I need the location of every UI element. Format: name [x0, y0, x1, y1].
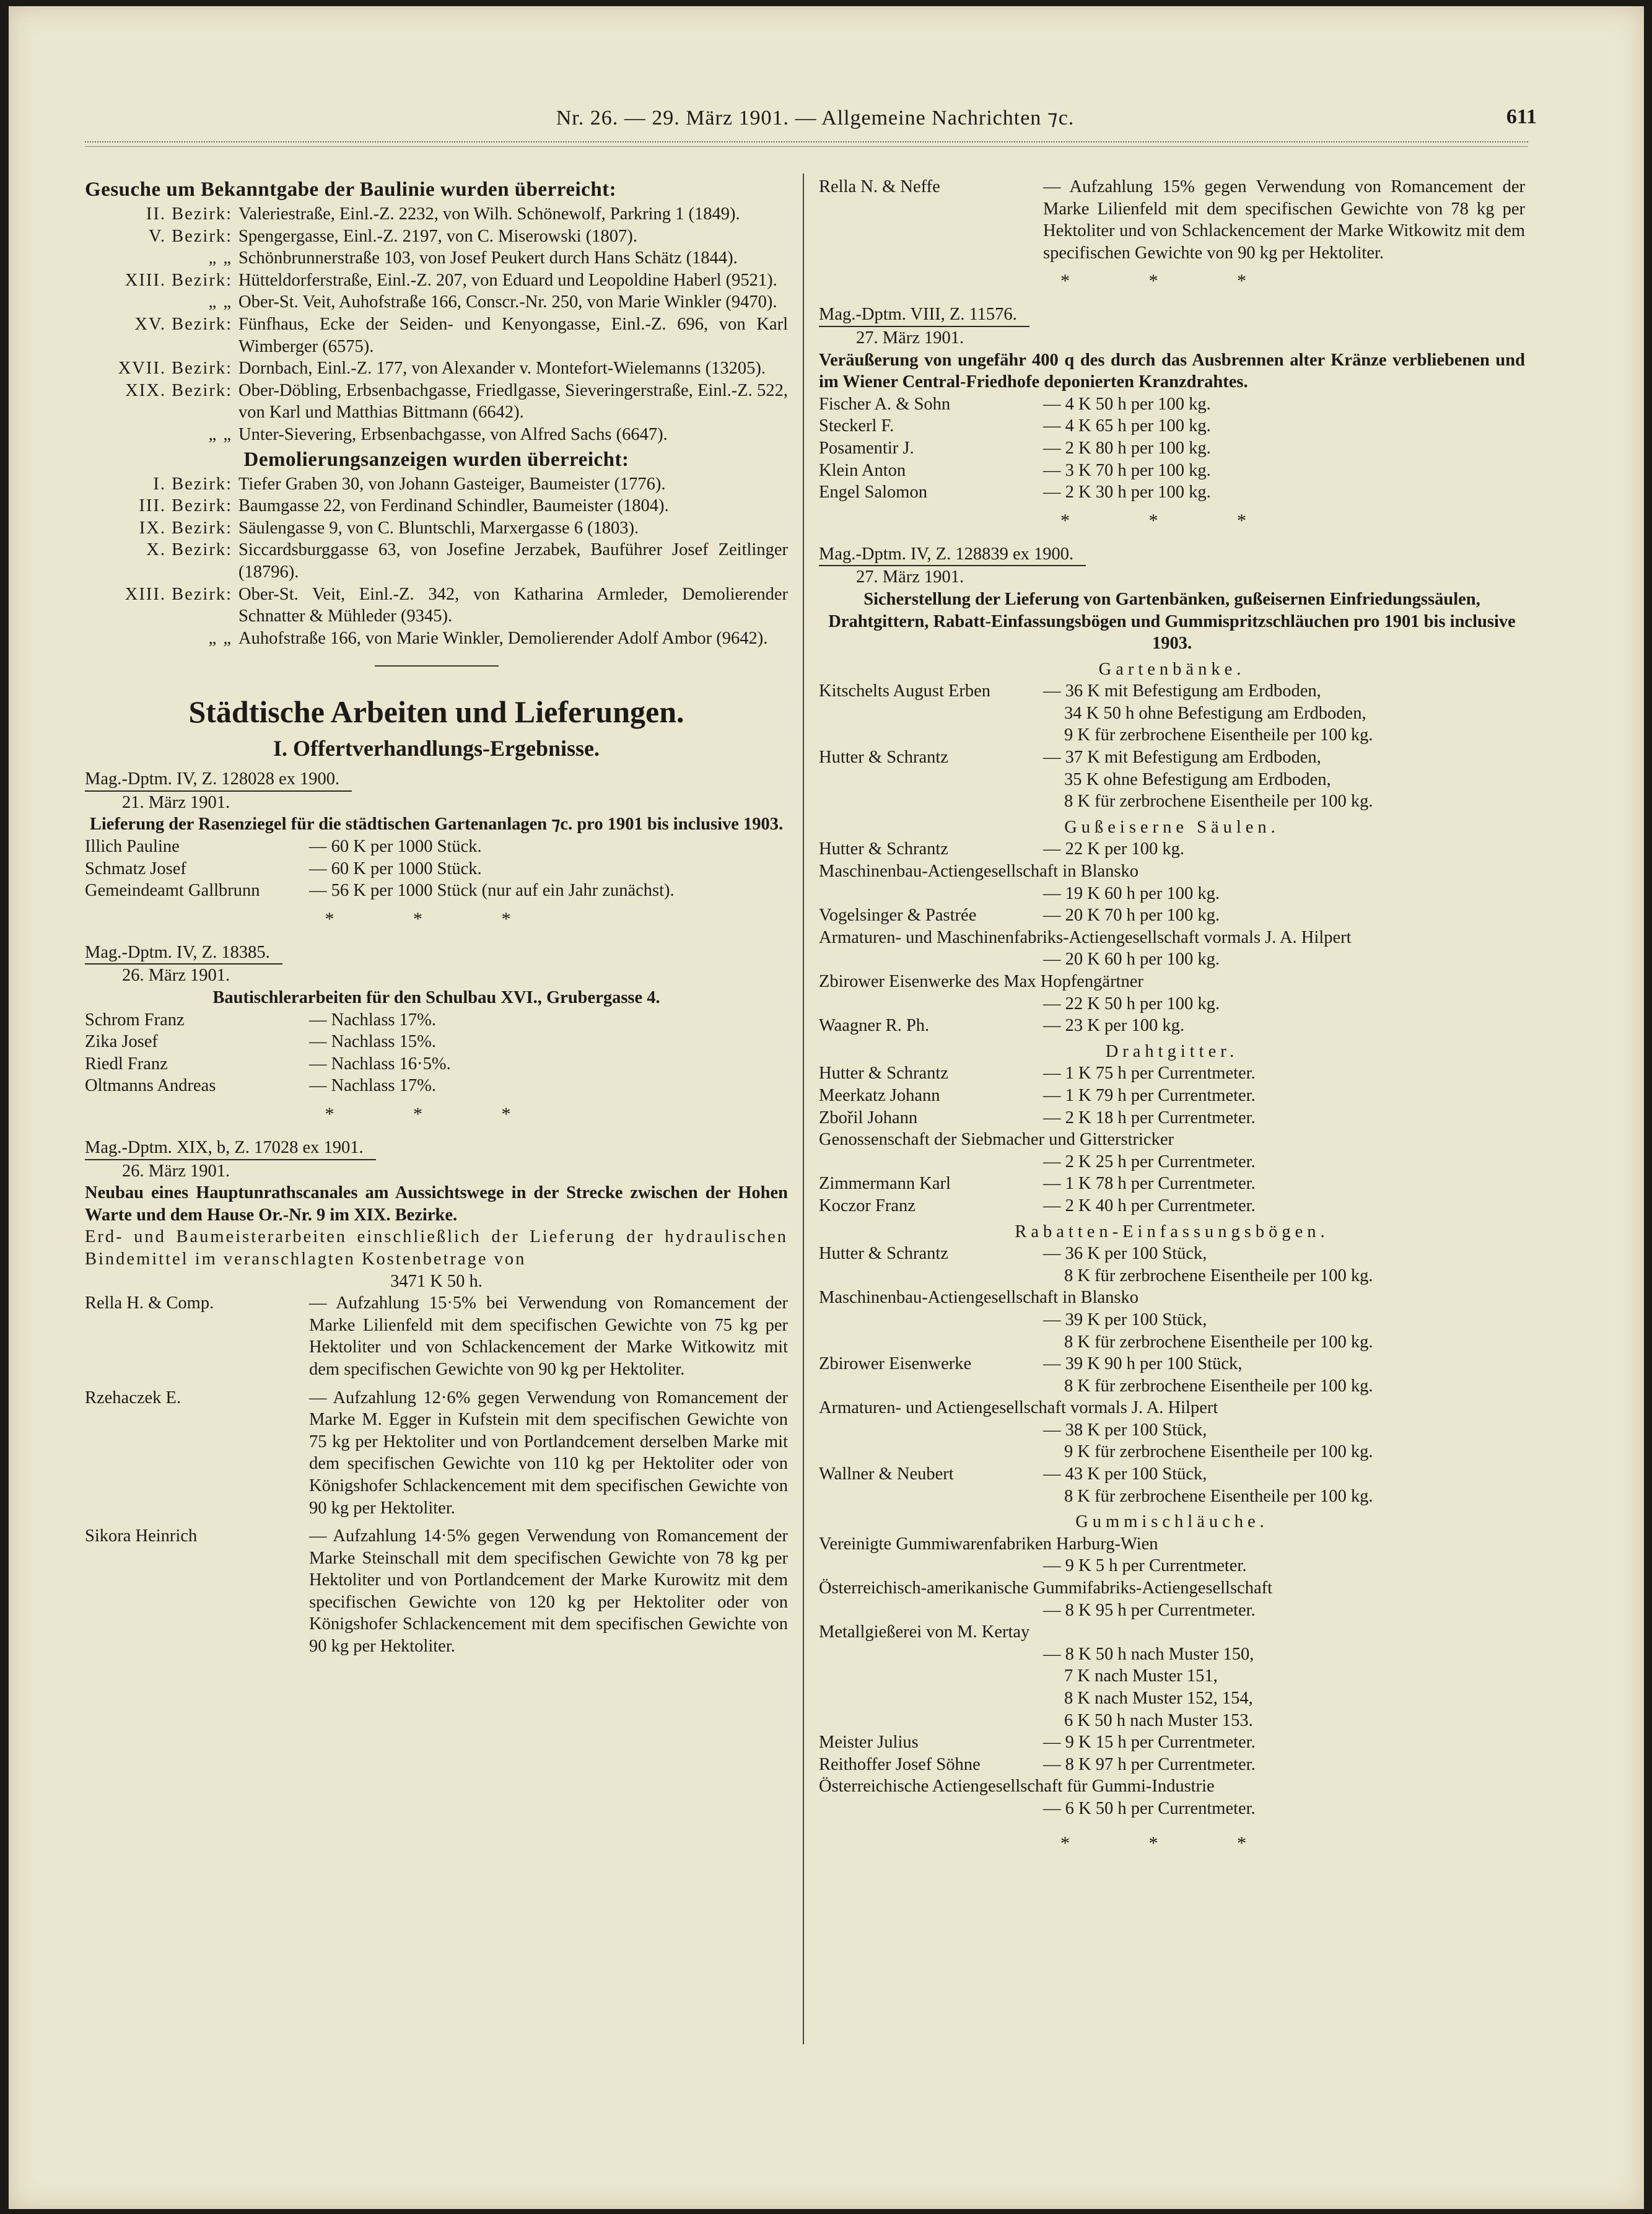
column-divider: [803, 173, 804, 2044]
district-entry: [85, 357, 788, 380]
bid-value: — 23 K per 100 kg.: [1043, 1016, 1184, 1036]
bid-row: [819, 1107, 1525, 1129]
estimate-amount: 3471 K 50 h.: [390, 1271, 483, 1291]
entry-text: Ober-St. Veit, Auhofstraße 166, Conscr.-Nr. 250, von Marie Winkler (9470).: [238, 292, 777, 312]
bid-values: [819, 948, 1525, 971]
bid-value: — 37 K mit Befestigung am Erdboden,: [1043, 748, 1321, 768]
date-line: 27. März 1901.: [856, 567, 964, 587]
bid-row: [819, 1173, 1525, 1195]
bid-value: — 39 K per 100 Stück,: [1043, 1310, 1207, 1329]
district-entry: [85, 424, 788, 446]
reference-line: [819, 538, 1525, 567]
department-reference: Mag.-Dptm. IV, Z. 128839 ex 1900.: [819, 543, 1086, 567]
bid-row: [819, 1015, 1525, 1037]
bid-values: [819, 993, 1525, 1015]
bid-value: — Aufzahlung 14·5% gegen Verwendung von Romancement der Marke Steinschall mit dem specifischen Gewichte von 78 kg per Hektoliter und von Portlandcement der Marke Kurowitz mit dem specifischen Gewichte von 120 kg per Hektoliter oder von Königshofer Schlackencement mit dem specifischen Gewichte von 90 kg per Hektoliter.: [309, 1526, 788, 1656]
bid-row: [819, 1621, 1525, 1731]
bid-row: [85, 1031, 788, 1053]
bid-values: [1043, 460, 1525, 482]
bidder-name: Maschinenbau-Actiengesellschaft in Blansko: [819, 1288, 1139, 1308]
bid-value: — 20 K 60 h per 100 kg.: [1043, 950, 1220, 969]
district-entry: [85, 495, 788, 517]
bidder-name: Zika Josef: [85, 1032, 158, 1052]
district-entry: [85, 225, 788, 248]
entry-text: Auhofstraße 166, von Marie Winkler, Demolierender Adolf Ambor (9642).: [238, 628, 768, 648]
bid-row: [819, 1353, 1525, 1397]
bidder-name: Zimmermann Karl: [819, 1174, 951, 1194]
date-line: 26. März 1901.: [122, 966, 230, 986]
district-label: IX. Bezirk:: [139, 518, 232, 538]
description-text: Erd- und Baumeisterarbeiten einschließlich der Lieferung der hydraulischen Bindemittel im veranschlagten Kostenbetrage von: [85, 1227, 788, 1269]
bid-values: [1043, 481, 1525, 504]
bidder-name: Fischer A. & Sohn: [819, 394, 951, 414]
bid-values: [819, 1798, 1525, 1820]
bid-row: [819, 904, 1525, 927]
bid-row: [85, 1009, 788, 1031]
bidder-name: Meerkatz Johann: [819, 1085, 940, 1105]
bid-value: — 60 K per 1000 Stück.: [309, 859, 482, 878]
separator-asterisks: * * *: [1060, 1832, 1283, 1853]
bid-value: 6 K 50 h nach Muster 153.: [1064, 1710, 1253, 1730]
bid-value: — 2 K 25 h per Currentmeter.: [1043, 1152, 1256, 1171]
bidder-name: Kitschelts August Erben: [819, 681, 991, 701]
bid-value: — 22 K per 100 kg.: [1043, 839, 1184, 859]
bid-value: 8 K nach Muster 152, 154,: [1064, 1689, 1253, 1708]
bid-row: [819, 746, 1525, 813]
bid-value: — 2 K 30 h per 100 kg.: [1043, 483, 1211, 502]
bid-values: [309, 836, 788, 858]
district-entry: [85, 380, 788, 424]
bidder-name: Vogelsinger & Pastrée: [819, 906, 977, 925]
entry-text: Unter-Sievering, Erbsenbachgasse, von Alfred Sachs (6647).: [238, 424, 668, 444]
bid-values: [309, 1009, 788, 1031]
bid-value: — 1 K 75 h per Currentmeter.: [1043, 1064, 1256, 1083]
section-heading: Demolierungsanzeigen wurden überreicht:: [243, 448, 629, 471]
page-number: 611: [1506, 105, 1537, 128]
separator-asterisks: * * *: [1060, 271, 1283, 292]
bidder-name: Steckerl F.: [819, 416, 894, 436]
bidder-name: Waagner R. Ph.: [819, 1016, 930, 1036]
bid-values: [1043, 176, 1525, 264]
bid-value: 34 K 50 h ohne Befestigung am Erdboden,: [1064, 703, 1366, 723]
category-heading: Gummischläuche.: [1075, 1512, 1269, 1532]
bid-row: [819, 437, 1525, 460]
entry-text: Hütteldorferstraße, Einl.-Z. 207, von Eduard und Leopoldine Haberl (9521).: [238, 270, 777, 290]
entry-text: Schönbrunnerstraße 103, von Josef Peukert durch Hans Schätz (1844).: [238, 248, 738, 268]
bidder-name: Wallner & Neubert: [819, 1464, 954, 1484]
bid-values: [1043, 904, 1525, 927]
bid-value: — 39 K 90 h per 100 Stück,: [1043, 1354, 1243, 1374]
header-divider: [85, 141, 1528, 147]
bidder-name: Engel Salomon: [819, 483, 927, 502]
bidder-name: Metallgießerei von M. Kertay: [819, 1622, 1030, 1642]
district-entry: [85, 203, 788, 225]
bid-values: [309, 1387, 788, 1520]
bid-row: [85, 1053, 788, 1075]
reference-line: [85, 937, 788, 965]
bid-values: [309, 1075, 788, 1097]
bid-row: [819, 860, 1525, 904]
date-line: 21. März 1901.: [122, 792, 230, 812]
entry-text: Valeriestraße, Einl.-Z. 2232, von Wilh. Schönewolf, Parkring 1 (1849).: [238, 204, 740, 224]
bidder-name: Österreichische Actiengesellschaft für Gummi-Industrie: [819, 1777, 1215, 1796]
bid-row: [819, 1775, 1525, 1819]
bid-values: [1043, 437, 1525, 460]
bid-value: — Aufzahlung 12·6% gegen Verwendung von Romancement der Marke M. Egger in Kufstein mit dem specifischen Gewichte von 75 kg per Hektoliter und von Portlandcement derselben Marke mit dem specifischen Gewichte von 110 kg per Hektoliter oder von Königshofer Schlackencement mit dem specifischen Gewichte von 90 kg per Hektoliter.: [309, 1388, 788, 1518]
bid-value: — Nachlass 15%.: [309, 1032, 436, 1052]
bid-value: — 8 K 50 h nach Muster 150,: [1043, 1644, 1254, 1664]
bid-value: 35 K ohne Befestigung am Erdboden,: [1064, 769, 1331, 789]
district-label: XIII. Bezirk:: [125, 270, 232, 290]
spacer: [85, 1381, 788, 1387]
district-label: „ „: [208, 292, 232, 312]
bid-value: — 3 K 70 h per 100 kg.: [1043, 460, 1211, 480]
bidder-name: Hutter & Schrantz: [819, 839, 948, 859]
category-heading: Rabatten-Einfassungsbögen.: [1015, 1222, 1329, 1241]
item-subject: Bautischlerarbeiten für den Schulbau XVI., Grubergasse 4.: [212, 988, 660, 1008]
bid-row: [85, 1387, 788, 1520]
bid-value: — 56 K per 1000 Stück (nur auf ein Jahr zunächst).: [309, 881, 675, 901]
bid-value: — 4 K 65 h per 100 kg.: [1043, 416, 1211, 436]
category-heading: Gußeiserne Säulen.: [1064, 817, 1280, 837]
bid-values: [819, 1599, 1525, 1622]
bid-values: [1043, 1731, 1525, 1754]
bid-row: [819, 1577, 1525, 1621]
bidder-name: Klein Anton: [819, 460, 906, 480]
bid-row: [819, 838, 1525, 860]
right-column: [819, 176, 1525, 1861]
bid-values: [1043, 1243, 1525, 1287]
bid-row: [85, 836, 788, 858]
bid-row: [819, 680, 1525, 746]
bidder-name: Gemeindeamt Gallbrunn: [85, 881, 260, 901]
district-label: II. Bezirk:: [146, 204, 232, 224]
bid-values: [1043, 415, 1525, 437]
district-entry: [85, 628, 788, 650]
bid-row: [819, 1062, 1525, 1085]
bid-row: [819, 1533, 1525, 1577]
bid-value: 8 K für zerbrochene Eisentheile per 100 kg.: [1064, 792, 1373, 812]
bid-values: [819, 1643, 1525, 1731]
bid-value: — 19 K 60 h per 100 kg.: [1043, 883, 1220, 903]
bid-values: [819, 883, 1525, 905]
left-column: [85, 176, 788, 1658]
bid-value: 7 K nach Muster 151,: [1064, 1666, 1218, 1686]
bid-values: [1043, 746, 1525, 813]
entry-text: Säulengasse 9, von C. Bluntschli, Marxergasse 6 (1803).: [238, 518, 639, 538]
entry-text: Ober-St. Veit, Einl.-Z. 342, von Katharina Armleder, Demolierender Schnatter & Mühleder (9345).: [238, 584, 788, 626]
bidder-name: Hutter & Schrantz: [819, 1244, 948, 1264]
district-entry: [85, 313, 788, 357]
bidder-name: Genossenschaft der Siebmacher und Gitterstricker: [819, 1130, 1174, 1150]
bidder-name: Rella H. & Comp.: [85, 1293, 214, 1313]
reference-line: [85, 763, 788, 792]
bid-value: — 43 K per 100 Stück,: [1043, 1464, 1207, 1484]
bid-row: [819, 1085, 1525, 1107]
bid-value: — 8 K 95 h per Currentmeter.: [1043, 1600, 1256, 1620]
bidder-name: Meister Julius: [819, 1733, 919, 1752]
bidder-name: Schmatz Josef: [85, 859, 186, 878]
bid-value: — 20 K 70 h per 100 kg.: [1043, 906, 1220, 925]
section-rule: [375, 665, 499, 667]
bid-values: [1043, 1107, 1525, 1129]
entry-text: Tiefer Graben 30, von Johann Gasteiger, Baumeister (1776).: [238, 474, 666, 494]
item-subject: Sicherstellung der Lieferung von Gartenbänken, gußeisernen Einfriedungssäulen, Drahtgittern, Rabatt-Einfassungsbögen und Gummispritzschläuchen pro 1901 bis inclusive 1903.: [828, 589, 1516, 654]
district-entry: [85, 247, 788, 269]
bid-values: [819, 1555, 1525, 1577]
bid-row: [819, 1731, 1525, 1754]
bid-values: [1043, 393, 1525, 416]
running-title: Nr. 26. — 29. März 1901. — Allgemeine Nachrichten ⁊c.: [556, 107, 1075, 129]
bid-value: — 2 K 18 h per Currentmeter.: [1043, 1108, 1256, 1127]
bid-values: [309, 880, 788, 902]
bid-values: [1043, 1062, 1525, 1085]
bid-value: — 2 K 40 h per Currentmeter.: [1043, 1196, 1256, 1215]
bid-row: [819, 1195, 1525, 1217]
bidder-name: Koczor Franz: [819, 1196, 916, 1215]
bidder-name: Zbořil Johann: [819, 1108, 918, 1127]
bidder-name: Sikora Heinrich: [85, 1526, 198, 1546]
bidder-name: Zbirower Eisenwerke: [819, 1354, 972, 1374]
bid-value: — 1 K 79 h per Currentmeter.: [1043, 1085, 1256, 1105]
reference-line: [819, 299, 1525, 327]
bid-value: — 4 K 50 h per 100 kg.: [1043, 394, 1211, 414]
bid-values: [309, 1525, 788, 1658]
bid-value: 9 K für zerbrochene Eisentheile per 100 kg.: [1064, 1442, 1373, 1462]
entry-text: Dornbach, Einl.-Z. 177, von Alexander v. Montefort-Wielemanns (13205).: [238, 359, 766, 378]
spacer: [85, 1519, 788, 1525]
bidder-name: Rella N. & Neffe: [819, 177, 940, 196]
bid-value: — 38 K per 100 Stück,: [1043, 1420, 1207, 1440]
district-label: „ „: [208, 628, 232, 648]
bid-values: [1043, 1085, 1525, 1107]
bidder-name: Österreichisch-amerikanische Gummifabriks-Actiengesellschaft: [819, 1578, 1273, 1598]
bid-row: [819, 1243, 1525, 1287]
bid-values: [1043, 838, 1525, 860]
bid-row: [819, 1287, 1525, 1353]
bid-value: — 9 K 5 h per Currentmeter.: [1043, 1556, 1247, 1576]
bid-value: 8 K für zerbrochene Eisentheile per 100 kg.: [1064, 1332, 1373, 1352]
entry-text: Fünfhaus, Ecke der Seiden- und Kenyongasse, Einl.-Z. 696, von Karl Wimberger (6575).: [238, 314, 788, 356]
district-label: „ „: [208, 424, 232, 444]
category-heading: Gartenbänke.: [1098, 659, 1246, 679]
bid-value: 8 K für zerbrochene Eisentheile per 100 kg.: [1064, 1266, 1373, 1285]
bid-value: — Nachlass 17%.: [309, 1010, 436, 1030]
district-entry: [85, 539, 788, 583]
bidder-name: Posamentir J.: [819, 438, 914, 458]
bidder-name: Zbirower Eisenwerke des Max Hopfengärtner: [819, 972, 1143, 991]
bid-row: [819, 1397, 1525, 1463]
district-label: X. Bezirk:: [146, 540, 232, 560]
bid-row: [819, 481, 1525, 504]
bid-values: [1043, 1353, 1525, 1397]
bid-values: [1043, 1015, 1525, 1037]
bid-values: [819, 1419, 1525, 1463]
bid-value: 8 K für zerbrochene Eisentheile per 100 kg.: [1064, 1376, 1373, 1396]
district-label: I. Bezirk:: [153, 474, 232, 494]
district-entry: [85, 291, 788, 313]
bidder-name: Armaturen- und Actiengesellschaft vormals J. A. Hilpert: [819, 1398, 1218, 1418]
district-label: III. Bezirk:: [139, 496, 232, 516]
bid-value: — Nachlass 16·5%.: [309, 1054, 451, 1074]
district-label: XVII. Bezirk:: [118, 359, 232, 378]
bid-row: [819, 927, 1525, 971]
bid-row: [85, 1292, 788, 1380]
separator-asterisks: * * *: [325, 1104, 548, 1124]
bidder-name: Illich Pauline: [85, 837, 180, 857]
bid-values: [1043, 1173, 1525, 1195]
bid-value: — 60 K per 1000 Stück.: [309, 837, 482, 857]
bidder-name: Hutter & Schrantz: [819, 748, 948, 768]
bidder-name: Hutter & Schrantz: [819, 1064, 948, 1083]
bid-value: 8 K für zerbrochene Eisentheile per 100 kg.: [1064, 1486, 1373, 1506]
bid-row: [819, 176, 1525, 264]
date-line: 26. März 1901.: [122, 1161, 230, 1181]
bid-row: [85, 1075, 788, 1097]
bidder-name: Maschinenbau-Actiengesellschaft in Blansko: [819, 862, 1139, 882]
spacer: [819, 1820, 1525, 1826]
bid-values: [309, 1053, 788, 1075]
category-heading: Drahtgitter.: [1105, 1041, 1239, 1061]
department-reference: Mag.-Dptm. IV, Z. 128028 ex 1900.: [85, 768, 352, 792]
district-entry: [85, 473, 788, 496]
bid-values: [309, 858, 788, 880]
entry-text: Siccardsburggasse 63, von Josefine Jerzabek, Bauführer Josef Zeitlinger (18796).: [238, 540, 788, 582]
bid-row: [819, 971, 1525, 1015]
bid-values: [309, 1031, 788, 1053]
bid-row: [819, 415, 1525, 437]
district-label: XIX. Bezirk:: [125, 380, 232, 400]
reference-line: [85, 1132, 788, 1160]
bid-value: — 1 K 78 h per Currentmeter.: [1043, 1174, 1256, 1194]
bid-row: [819, 1754, 1525, 1776]
date-line: 27. März 1901.: [856, 328, 964, 348]
district-label: XIII. Bezirk:: [125, 584, 232, 604]
bid-values: [1043, 1463, 1525, 1507]
item-subject: Veräußerung von ungefähr 400 q des durch das Ausbrennen alter Kränze verbliebenen und im Wiener Central-Friedhofe deponierten Kranzdrahtes.: [819, 350, 1525, 392]
bidder-name: Schrom Franz: [85, 1010, 185, 1030]
item-subject: Lieferung der Rasenziegel für die städtischen Gartenanlagen ⁊c. pro 1901 bis inclusive 1903.: [89, 815, 784, 834]
district-entry: [85, 584, 788, 628]
district-entry: [85, 517, 788, 540]
district-label: XV. Bezirk:: [134, 314, 232, 334]
bid-value: — 36 K per 100 Stück,: [1043, 1244, 1207, 1264]
bidder-name: Riedl Franz: [85, 1054, 168, 1074]
bid-values: [309, 1292, 788, 1380]
bid-value: — 36 K mit Befestigung am Erdboden,: [1043, 681, 1321, 701]
bid-row: [819, 460, 1525, 482]
section-subtitle: I. Offertverhandlungs-Ergebnisse.: [273, 736, 600, 761]
bid-row: [85, 1525, 788, 1658]
bid-row: [85, 858, 788, 880]
bid-values: [1043, 1754, 1525, 1776]
district-label: „ „: [208, 248, 232, 268]
district-label: V. Bezirk:: [148, 226, 232, 246]
bid-value: — Aufzahlung 15·5% bei Verwendung von Romancement der Marke Lilienfeld mit dem specifischen Gewichte von 75 kg per Hektoliter und von Schlackencement der Marke Witkowitz mit dem specifischen Gewichte von 90 kg per Hektoliter.: [309, 1293, 788, 1379]
entry-text: Spengergasse, Einl.-Z. 2197, von C. Miserowski (1807).: [238, 226, 637, 246]
bid-value: — Nachlass 17%.: [309, 1076, 436, 1096]
bid-values: [1043, 680, 1525, 746]
bid-values: [1043, 1195, 1525, 1217]
bid-row: [85, 880, 788, 902]
entry-text: Ober-Döbling, Erbsenbachgasse, Friedlgasse, Sieveringerstraße, Einl.-Z. 522, von Karl und Matthias Bittmann (6642).: [238, 380, 788, 422]
bid-row: [819, 393, 1525, 416]
bid-value: — 9 K 15 h per Currentmeter.: [1043, 1733, 1256, 1752]
bidder-name: Rzehaczek E.: [85, 1388, 181, 1407]
item-subject: Neubau eines Hauptunrathscanales am Aussichtswege in der Strecke zwischen der Hohen Warte und dem Hause Or.-Nr. 9 im XIX. Bezirke.: [85, 1183, 788, 1225]
bid-value: — 6 K 50 h per Currentmeter.: [1043, 1798, 1256, 1818]
separator-asterisks: * * *: [1060, 510, 1283, 531]
bid-value: — 8 K 97 h per Currentmeter.: [1043, 1754, 1256, 1774]
bid-values: [819, 1309, 1525, 1353]
bid-value: — 2 K 80 h per 100 kg.: [1043, 438, 1211, 458]
main-title: Städtische Arbeiten und Lieferungen.: [188, 694, 684, 730]
bid-value: 9 K für zerbrochene Eisentheile per 100 kg.: [1064, 725, 1373, 745]
page-header: [94, 105, 1537, 136]
separator-asterisks: * * *: [325, 908, 548, 929]
bid-row: [819, 1463, 1525, 1507]
bidder-name: Oltmanns Andreas: [85, 1076, 216, 1096]
department-reference: Mag.-Dptm. IV, Z. 18385.: [85, 942, 282, 965]
section-heading: Gesuche um Bekanntgabe der Baulinie wurden überreicht:: [85, 178, 617, 201]
department-reference: Mag.-Dptm. XIX, b, Z. 17028 ex 1901.: [85, 1137, 376, 1160]
bidder-name: Vereinigte Gummiwarenfabriken Harburg-Wien: [819, 1534, 1158, 1554]
department-reference: Mag.-Dptm. VIII, Z. 11576.: [819, 304, 1029, 327]
entry-text: Baumgasse 22, von Ferdinand Schindler, Baumeister (1804).: [238, 496, 669, 516]
bidder-name: Reithoffer Josef Söhne: [819, 1754, 981, 1774]
bidder-name: Armaturen- und Maschinenfabriks-Actiengesellschaft vormals J. A. Hilpert: [819, 927, 1352, 947]
district-entry: [85, 269, 788, 292]
bid-value: — 22 K 50 h per 100 kg.: [1043, 994, 1220, 1013]
bid-values: [819, 1151, 1525, 1173]
bid-value: — Aufzahlung 15% gegen Verwendung von Romancement der Marke Lilienfeld mit dem specifischen Gewichte von 78 kg per Hektoliter und von Schlackencement der Marke Witkowitz mit dem specifischen Gewichte von 90 kg per Hektoliter.: [1043, 177, 1525, 263]
bid-row: [819, 1129, 1525, 1173]
